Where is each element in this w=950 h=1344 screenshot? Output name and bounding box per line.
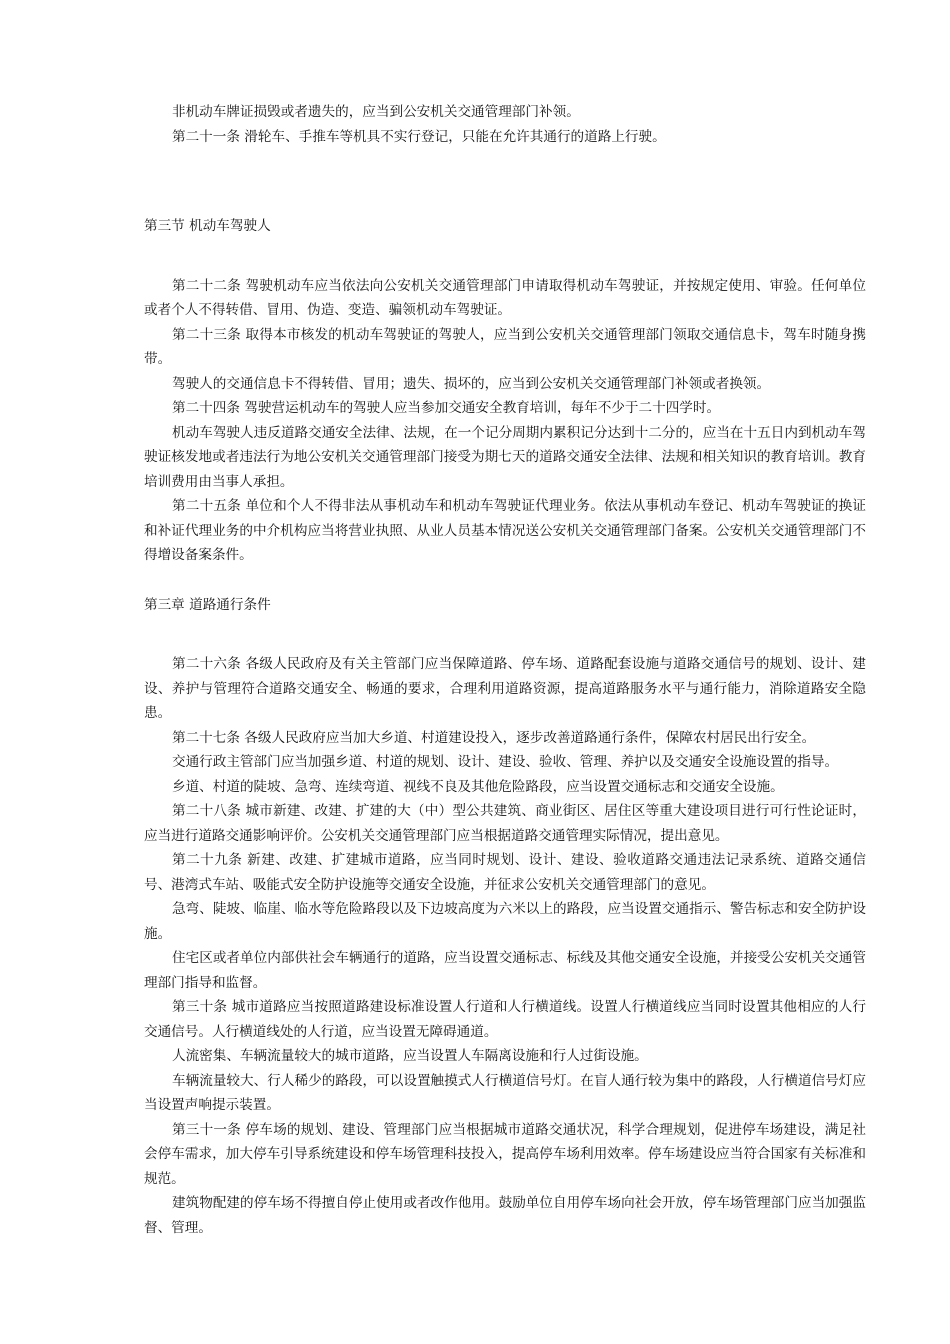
article-31-paragraph: 第三十一条 停车场的规划、建设、管理部门应当根据城市道路交通状况，科学合理规划，促进停车场建设，满足社会停车需求，加大停车引导系统建设和停车场管理科技投入，提高停车场利用效率。停车场建设应当符合国家有关标准和规范。 (144, 1121, 866, 1187)
paragraph: 急弯、陡坡、临崖、临水等危险路段以及下边坡高度为六米以上的路段，应当设置交通指示、警告标志和安全防护设施。 (144, 901, 866, 942)
article-23-paragraph: 第二十三条 取得本市核发的机动车驾驶证的驾驶人，应当到公安机关交通管理部门领取交通信息卡，驾车时随身携带。 (144, 326, 866, 367)
paragraph: 人流密集、车辆流量较大的城市道路，应当设置人车隔离设施和行人过街设施。 (172, 1048, 648, 1064)
article-27-paragraph: 第二十七条 各级人民政府应当加大乡道、村道建设投入，逐步改善道路通行条件，保障农村居民出行安全。 (172, 729, 816, 746)
chapter-heading: 第三章 道路通行条件 (144, 596, 271, 613)
paragraph: 非机动车牌证损毁或者遗失的，应当到公安机关交通管理部门补领。 (172, 104, 580, 120)
article-25-paragraph: 第二十五条 单位和个人不得非法从事机动车和机动车驾驶证代理业务。依法从事机动车登记、机动车驾驶证的换证和补证代理业务的中介机构应当将营业执照、从业人员基本情况送公安机关交通管理部门备案。公安机关交通管理部门不得增设备案条件。 (144, 498, 866, 563)
spacer (144, 149, 866, 214)
article-24-paragraph: 第二十四条 驾驶营运机动车的驾驶人应当参加交通安全教育培训，每年不少于二十四学时。 (172, 400, 721, 416)
article-29-paragraph: 第二十九条 新建、改建、扩建城市道路，应当同时规划、设计、建设、验收道路交通违法记录系统、道路交通信号、港湾式车站、吸能式安全防护设施等交通安全设施，并征求公安机关交通管理部门的意见。 (144, 852, 866, 893)
paragraph: 乡道、村道的陡坡、急弯、连续弯道、视线不良及其他危险路段，应当设置交通标志和交通安全设施。 (172, 778, 784, 795)
spacer (144, 239, 866, 274)
article-30-paragraph: 第三十条 城市道路应当按照道路建设标准设置人行道和人行横道线。设置人行横道线应当同时设置其他相应的人行交通信号。人行横道线处的人行道，应当设置无障碍通道。 (144, 999, 866, 1040)
article-21-paragraph: 第二十一条 滑轮车、手推车等机具不实行登记，只能在允许其通行的道路上行驶。 (172, 128, 666, 145)
paragraph: 建筑物配建的停车场不得擅自停止使用或者改作他用。鼓励单位自用停车场向社会开放，停车场管理部门应当加强监督、管理。 (144, 1195, 866, 1236)
paragraph: 驾驶人的交通信息卡不得转借、冒用；遗失、损坏的，应当到公安机关交通管理部门补领或者换领。 (172, 375, 771, 392)
paragraph: 车辆流量较大、行人稀少的路段，可以设置触摸式人行横道信号灯。在盲人通行较为集中的路段，人行横道信号灯应当设置声响提示装置。 (144, 1072, 866, 1113)
spacer (144, 568, 866, 593)
section-heading: 第三节 机动车驾驶人 (144, 218, 271, 234)
spacer (144, 617, 866, 652)
document-body (144, 100, 866, 1240)
paragraph: 交通行政主管部门应当加强乡道、村道的规划、设计、建设、验收、管理、养护以及交通安全设施设置的指导。 (172, 754, 839, 770)
article-22-paragraph: 第二十二条 驾驶机动车应当依法向公安机关交通管理部门申请取得机动车驾驶证，并按规定使用、审验。任何单位或者个人不得转借、冒用、伪造、变造、骗领机动车驾驶证。 (144, 277, 866, 318)
article-26-paragraph: 第二十六条 各级人民政府及有关主管部门应当保障道路、停车场、道路配套设施与道路交通信号的规划、设计、建设、养护与管理符合道路交通安全、畅通的要求，合理利用道路资源，提高道路服务水平与通行能力，消除道路安全隐患。 (144, 656, 866, 721)
article-28-paragraph: 第二十八条 城市新建、改建、扩建的大（中）型公共建筑、商业街区、居住区等重大建设项目进行可行性论证时，应当进行道路交通影响评价。公安机关交通管理部门应当根据道路交通管理实际情况，提出意见。 (144, 803, 866, 844)
paragraph: 机动车驾驶人违反道路交通安全法律、法规，在一个记分周期内累积记分达到十二分的，应当在十五日内到机动车驾驶证核发地或者违法行为地公安机关交通管理部门接受为期七天的道路交通安全法律、法规和相关知识的教育培训。教育培训费用由当事人承担。 (144, 424, 866, 490)
paragraph: 住宅区或者单位内部供社会车辆通行的道路，应当设置交通标志、标线及其他交通安全设施，并接受公安机关交通管理部门指导和监督。 (144, 950, 866, 991)
